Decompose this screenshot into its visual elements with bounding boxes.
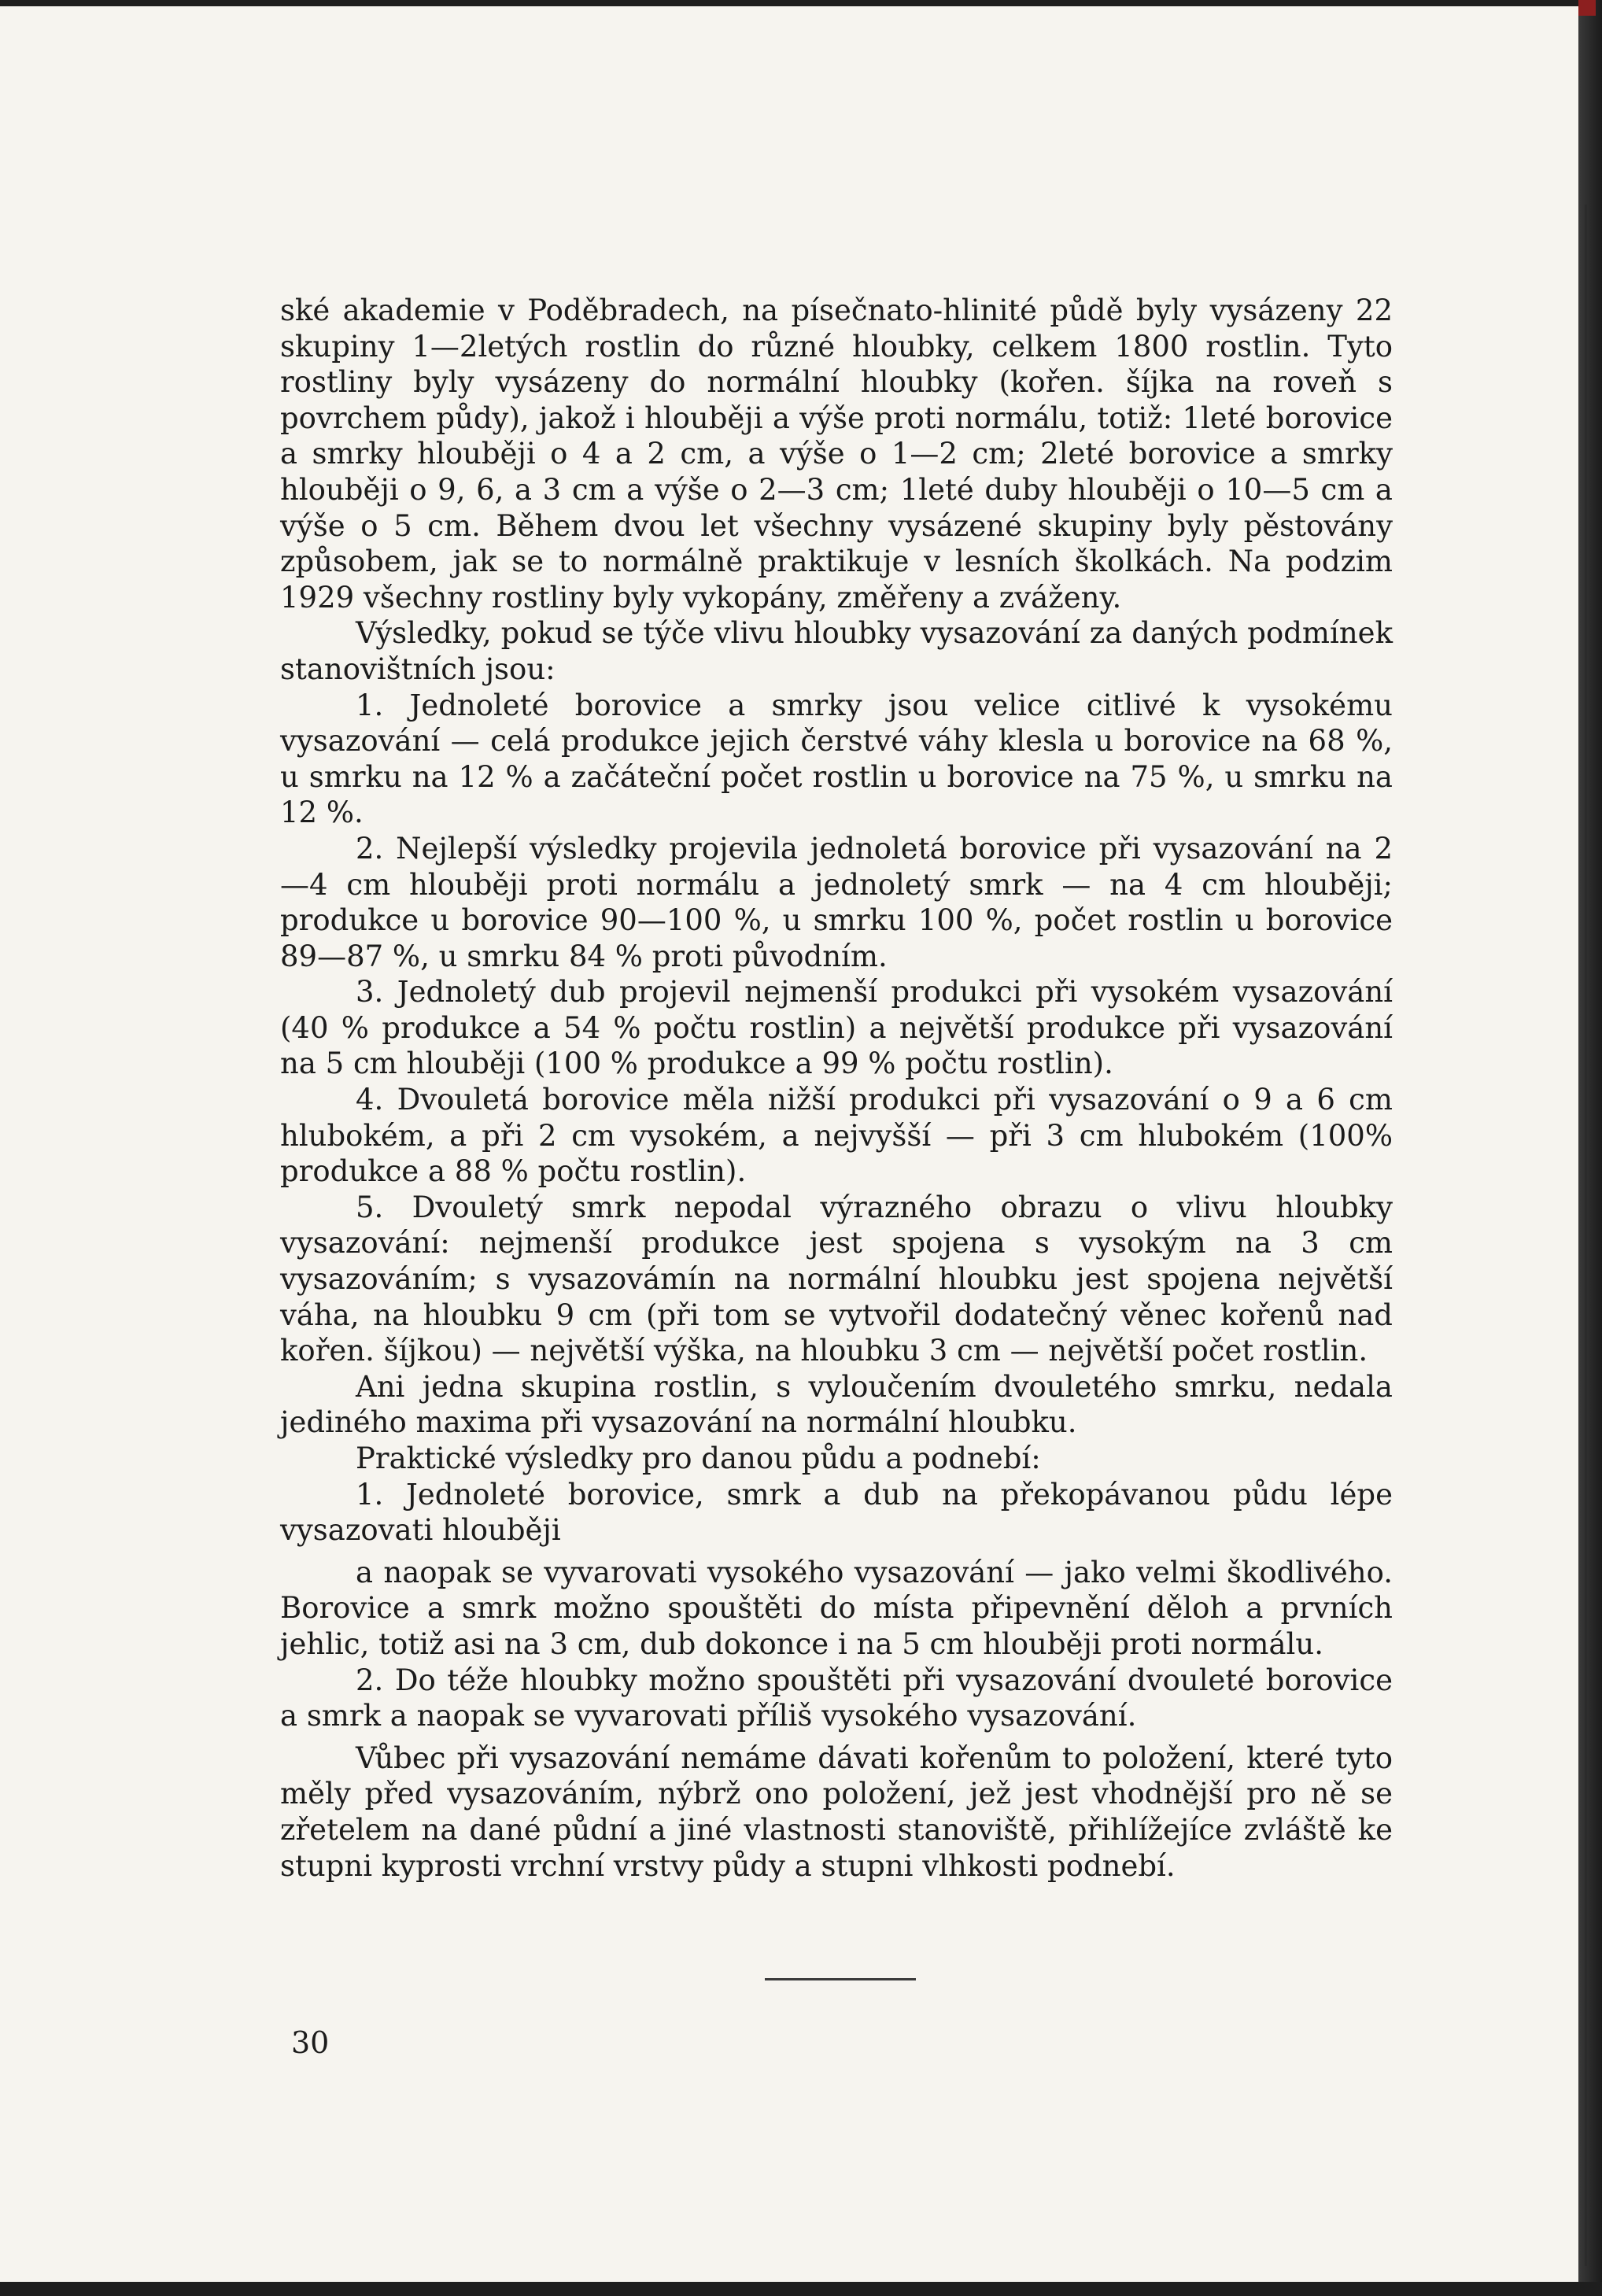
- scan-edge-top: [0, 0, 1602, 6]
- body-text: [280, 293, 1393, 1884]
- paragraph-continuation: ské akademie v Poděbradech, na písečnato-hlinité půdě byly vysázeny 22 skupiny 1—2letých rostlin do různé hloubky, celkem 1800 rostlin. Tyto rostliny byly vysázeny do normální hloubky (kořen. šíjka na roveň s povrchem půdy), jakož i hlouběji a výše proti normálu, totiž: 1leté borovice a smrky hlouběji o 4 a 2 cm, a výše o 1—2 cm; 2leté borovice a smrky hlouběji o 9, 6, a 3 cm a výše o 2—3 cm; 1leté duby hlouběji o 10—5 cm a výše o 5 cm. Během dvou let všechny vysázené skupiny byly pěstovány způsobem, jak se to normálně praktikuje v lesních školkách. Na podzim 1929 všechny rostliny byly vykopány, změřeny a zváženy.: [280, 293, 1393, 615]
- result-item-4: 4. Dvouletá borovice měla nižší produkci při vysazování o 9 a 6 cm hlubokém, a při 2 cm vysokém, a nejvyšší — při 3 cm hlubokém (100% produkce a 88 % počtu rostlin).: [280, 1083, 1393, 1189]
- page-number: 30: [291, 2025, 330, 2060]
- paragraph-no-maximum: Ani jedna skupina rostlin, s vyloučením dvouletého smrku, nedala jediného maxima při vysazování na normální hloubku.: [280, 1369, 1393, 1440]
- practical-item-1: 1. Jednoleté borovice, smrk a dub na překopávanou půdu lépe vysazovati hlouběji: [280, 1477, 1393, 1548]
- scan-edge-right: [1578, 0, 1602, 2296]
- result-item-3: 3. Jednoletý dub projevil nejmenší produkci při vysokém vysazování (40 % produkce a 54 % počtu rostlin) a největší produkce při vysazování na 5 cm hlouběji (100 % produkce a 99 % počtu rostlin).: [280, 975, 1393, 1081]
- practical-item-1-continuation: a naopak se vyvarovati vysokého vysazování — jako velmi škodlivého. Borovice a smrk možno spouštěti do místa připevnění děloh a prvních jehlic, totiž asi na 3 cm, dub dokonce i na 5 cm hlouběji proti normálu.: [280, 1555, 1393, 1661]
- paragraph-results-intro: Výsledky, pokud se týče vlivu hloubky vysazování za daných podmínek stanovištních jsou:: [280, 616, 1393, 686]
- result-item-5: 5. Dvouletý smrk nepodal výrazného obrazu o vlivu hloubky vysazování: nejmenší produkce jest spojena s vysokým na 3 cm vysazováním; s vysazovámín na normální hloubku jest spojena největší váha, na hloubku 9 cm (při tom se vytvořil dodatečný věnec kořenů nad kořen. šíjkou) — největší výška, na hloubku 3 cm — největší počet rostlin.: [280, 1190, 1393, 1368]
- scan-edge-color-strip: [1578, 0, 1596, 16]
- binding-rule: [1585, 205, 1587, 2266]
- result-item-2: 2. Nejlepší výsledky projevila jednoletá borovice při vysazování na 2—4 cm hlouběji proti normálu a jednoletý smrk — na 4 cm hlouběji; produkce u borovice 90—100 %, u smrku 100 %, počet rostlin u borovice 89—87 %, u smrku 84 % proti původním.: [280, 831, 1393, 973]
- paragraph-conclusion: Vůbec při vysazování nemáme dávati kořenům to položení, které tyto měly před vysazováním, nýbrž ono položení, jež jest vhodnější pro ně se zřetelem na dané půdní a jiné vlastnosti stanoviště, přihlížejíce zvláště ke stupni kyprosti vrchní vrstvy půdy a stupni vlhkosti podnebí.: [280, 1740, 1393, 1883]
- section-separator: [765, 1978, 916, 1980]
- paragraph-practical-heading: Praktické výsledky pro danou půdu a podnebí:: [356, 1441, 1041, 1475]
- scan-edge-bottom: [0, 2282, 1602, 2296]
- practical-item-2: 2. Do téže hloubky možno spouštěti při vysazování dvouleté borovice a smrk a naopak se vyvarovati příliš vysokého vysazování.: [280, 1663, 1393, 1733]
- result-item-1: 1. Jednoleté borovice a smrky jsou velice citlivé k vysokému vysazování — celá produkce jejich čerstvé váhy klesla u borovice na 68 %, u smrku na 12 % a začáteční počet rostlin u borovice na 75 %, u smrku na 12 %.: [280, 688, 1393, 830]
